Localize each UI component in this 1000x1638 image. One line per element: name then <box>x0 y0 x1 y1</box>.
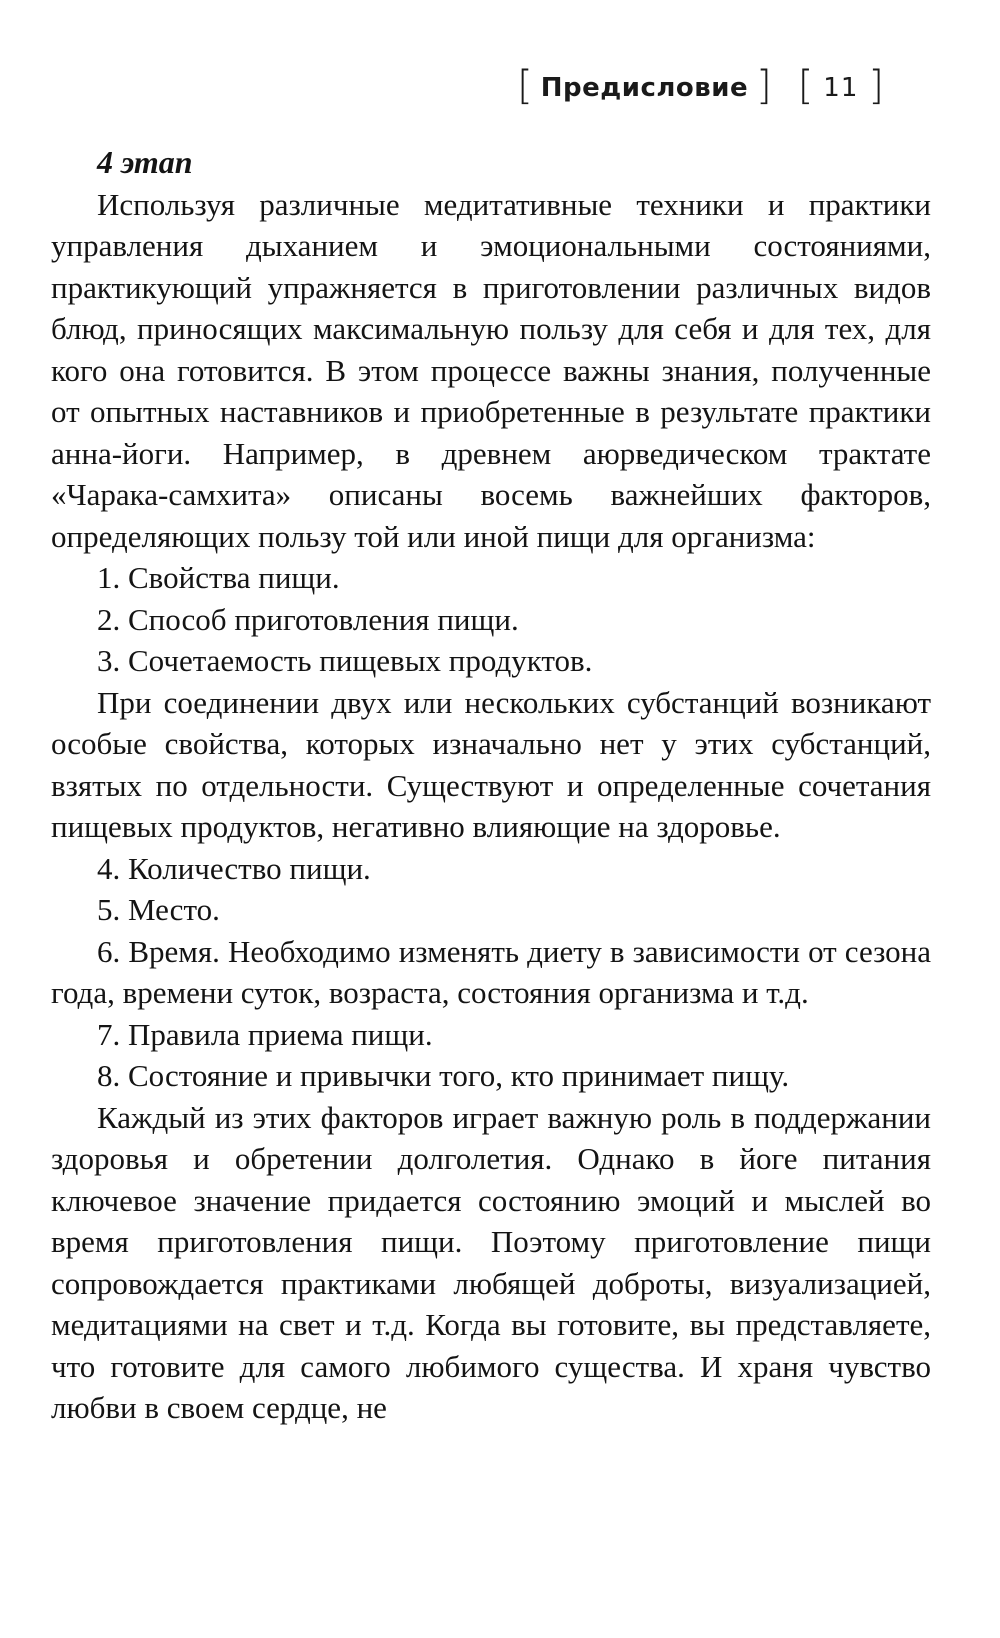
list-item: 2. Способ приготовления пищи. <box>97 601 519 637</box>
list-item: 3. Сочетаемость пищевых продуктов. <box>97 643 593 678</box>
running-header <box>517 63 884 109</box>
bracket-close: ] <box>868 63 884 109</box>
list-item: 7. Правила приема пищи. <box>97 1016 433 1052</box>
list-item: 5. Место. <box>97 892 220 927</box>
page-number: 11 <box>823 73 859 103</box>
list-item: 6. Время. Необходимо изменять диету в зависимости от сезона года, времени суток, возраста, состояния организма и т.д. <box>51 933 931 1010</box>
page-body <box>51 142 931 1429</box>
bracket-close: ] <box>756 63 772 109</box>
intro-paragraph: Используя различные медитативные техники и практики управления дыханием и эмоциональными состояниями, практикующий упражняется в приготовлении различных видов блюд, приносящих максимальную пользу для себя и для тех, для кого она готовится. В этом процессе важны знания, полученные от опытных наставников и приобретенные в результате практики анна-йоги. Например, в древнем аюрведическом трактате «Чарака-самхита» описаны восемь важнейших факторов, определяющих пользу той или иной пищи для организма: <box>51 186 931 554</box>
closing-paragraph: Каждый из этих факторов играет важную роль в поддержании здоровья и обретении долголетия. Однако в йоге питания ключевое значение придается состоянию эмоций и мыслей во время приготовления пищи. Поэтому приготовление пищи сопровождается практиками любящей доброты, визуализацией, медитациями на свет и т.д. Когда вы готовите, вы представляете, что готовите для самого любимого существа. И храня чувство любви в своем сердце, не <box>51 1099 931 1425</box>
bracket-open: [ <box>517 63 533 109</box>
list-item: 8. Состояние и привычки того, кто принимает пищу. <box>97 1058 790 1093</box>
bracket-open: [ <box>797 63 814 109</box>
list-item: 4. Количество пищи. <box>97 850 371 886</box>
section-title: Предисловие <box>540 73 749 103</box>
middle-paragraph: При соединении двух или нескольких субстанций возникают особые свойства, которых изначально нет у этих субстанций, взятых по отдельности. Существуют и определенные сочетания пищевых продуктов, негативно влияющие на здоровье. <box>51 684 931 844</box>
stage-heading: 4 этап <box>97 144 193 180</box>
list-item: 1. Свойства пищи. <box>97 560 340 595</box>
